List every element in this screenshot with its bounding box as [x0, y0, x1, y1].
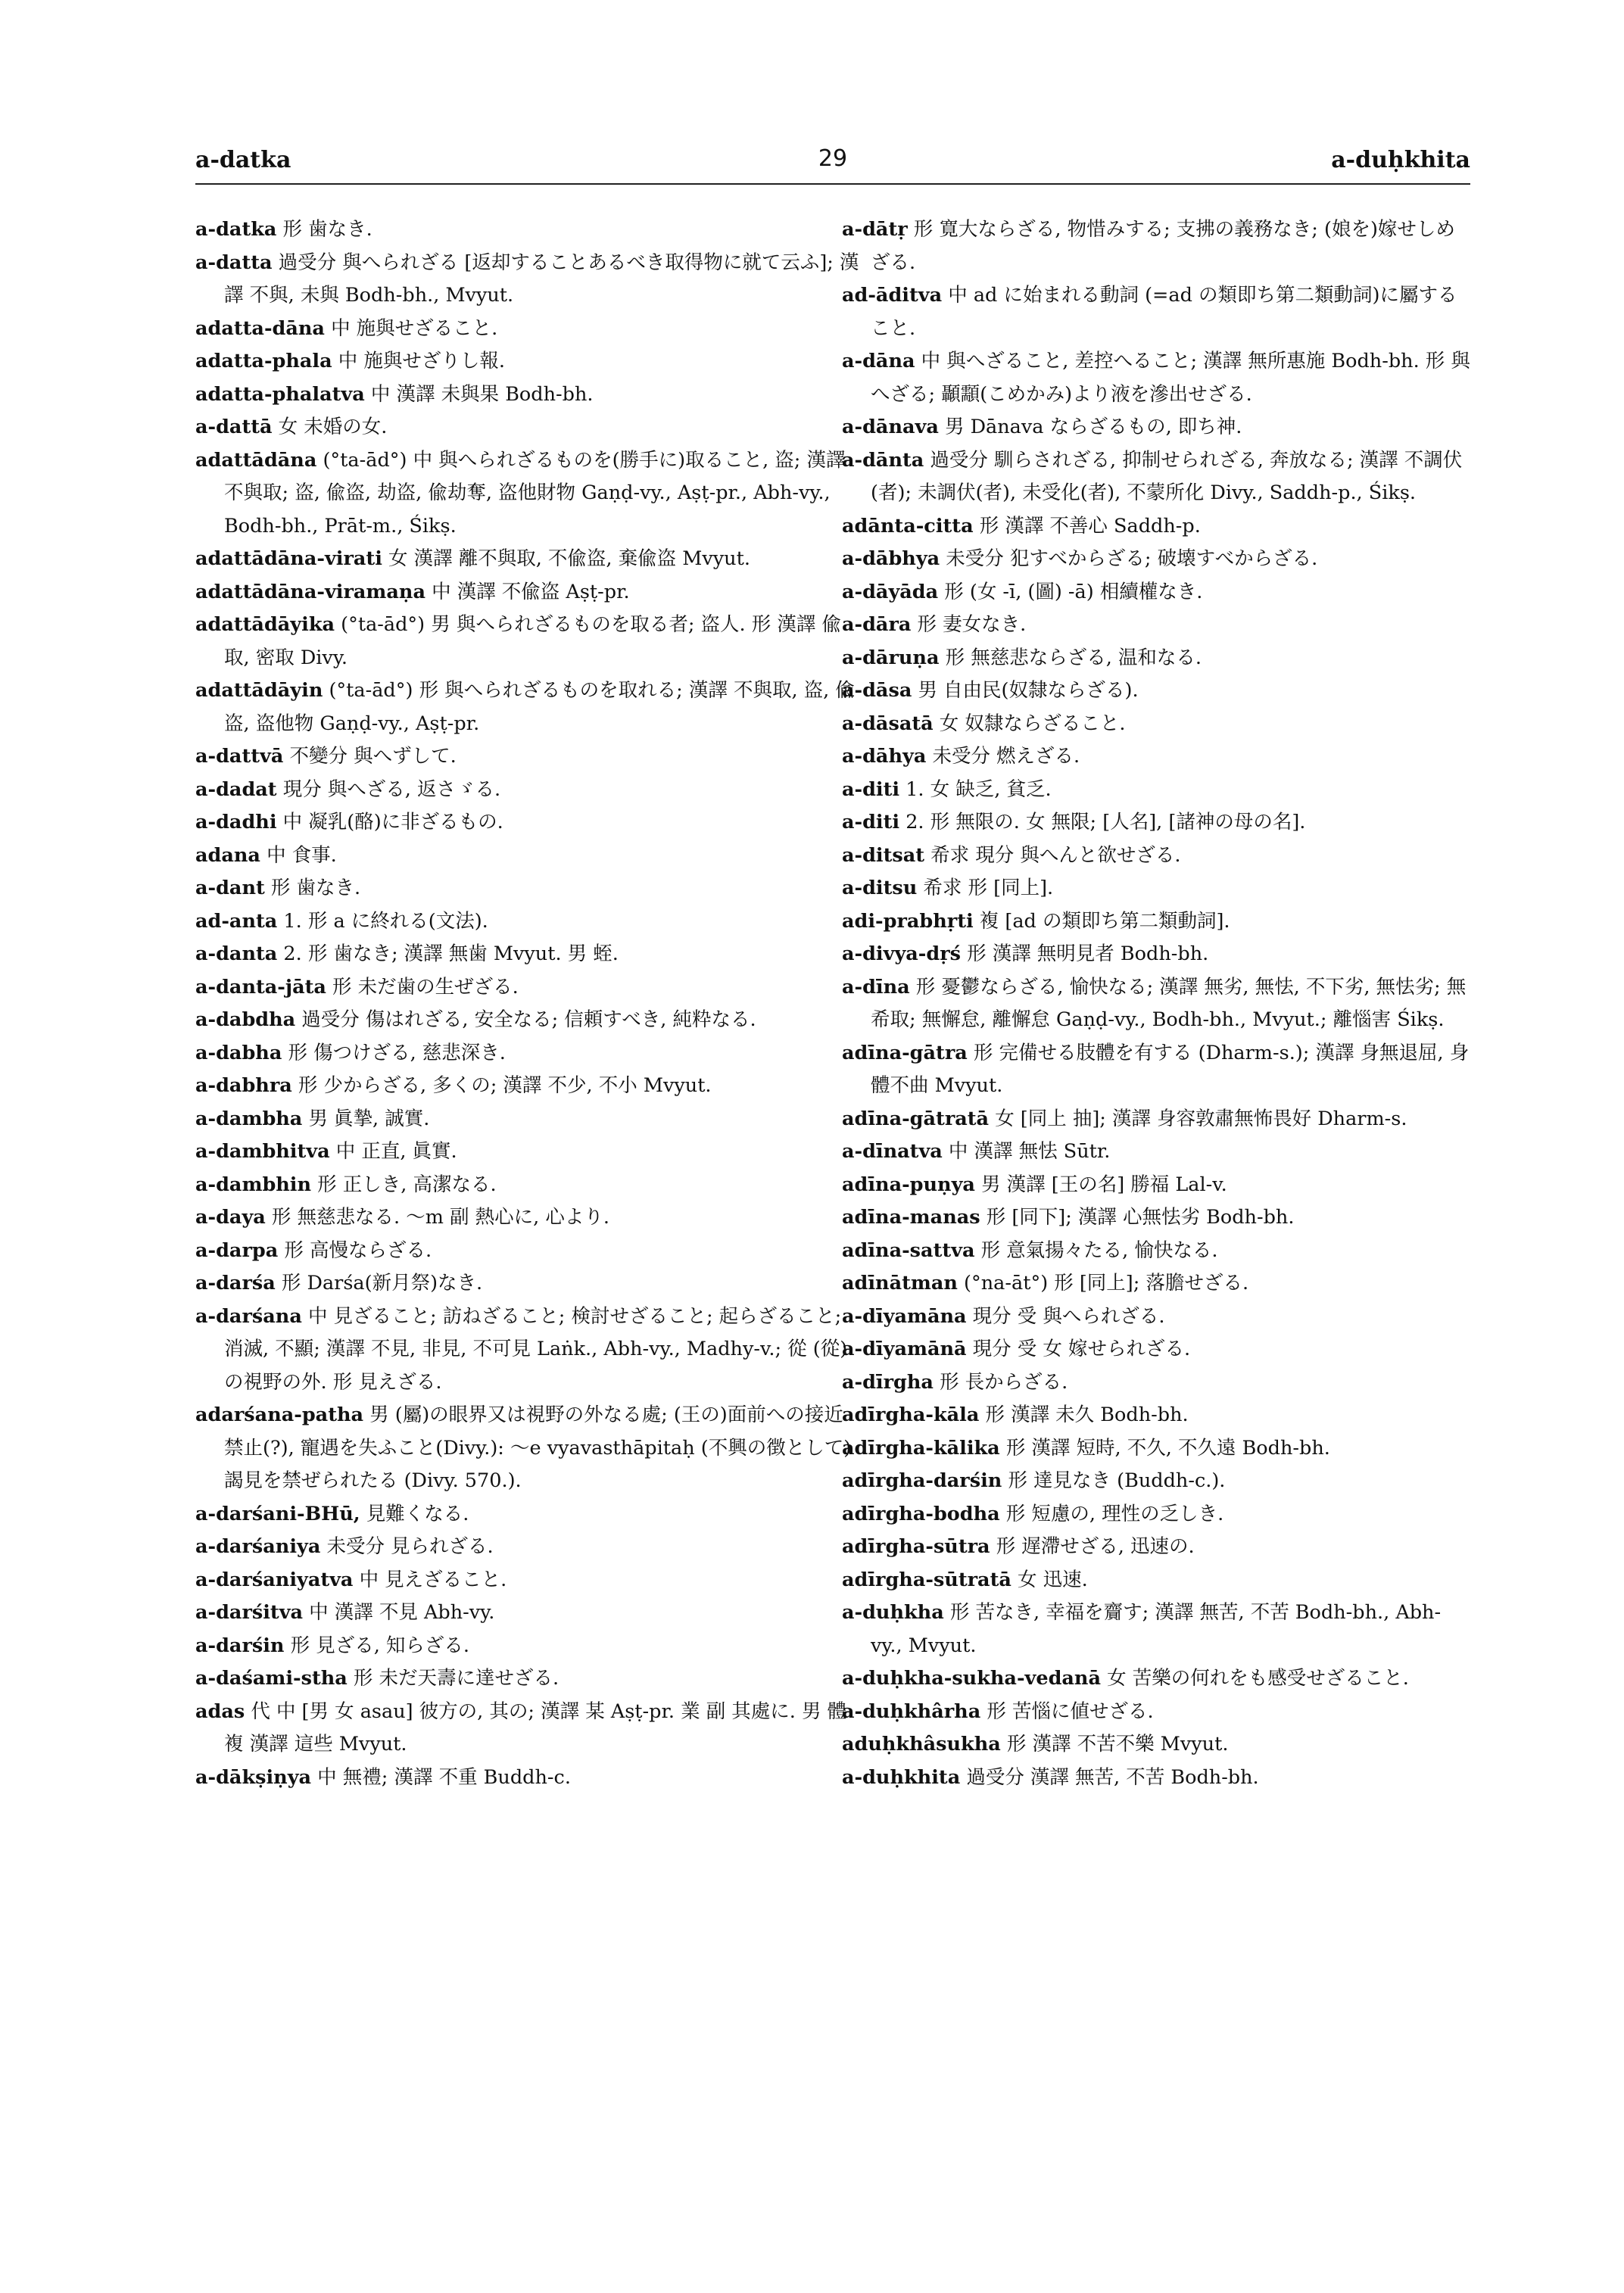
dictionary-entry [195, 872, 862, 905]
definition: 希求 現分 與へんと欲せざる. [930, 843, 1181, 867]
headword: adana [195, 843, 260, 867]
dictionary-entry [195, 444, 862, 544]
headword: a-duḥkha-sukha-vedanā [842, 1667, 1101, 1690]
dictionary-entry [195, 1169, 862, 1202]
left-column [195, 213, 862, 1794]
definition: 現分 受 女 嫁せられざる. [972, 1338, 1191, 1360]
definition: 代 中 [男 女 asau] 彼方の, 其の; 漢譯 某 Aṣṭ-pr. 業 副 其處に. 男 體 複 漢譯 這些 Mvyut. [224, 1699, 847, 1756]
definition: 形 未だ天壽に達せざる. [353, 1667, 560, 1690]
definition: 形 無慈悲なる. ～m 副 熱心に, 心より. [271, 1206, 609, 1229]
definition: 中 漢譯 不見 Abh-vy. [309, 1601, 495, 1624]
definition: 中 施與せざること. [331, 316, 498, 340]
dictionary-entry [195, 1136, 862, 1169]
dictionary-entry [195, 247, 862, 313]
dictionary-entry [842, 840, 1470, 873]
dictionary-entry [842, 740, 1470, 774]
headword: adānta-citta [842, 514, 974, 537]
dictionary-entry [195, 675, 862, 740]
dictionary-entry [195, 1630, 862, 1663]
definition: 中 見えざること. [359, 1568, 507, 1591]
dictionary-entry [195, 1399, 862, 1498]
headword: a-duḥkhita [842, 1765, 961, 1789]
headword: a-dīrgha [842, 1370, 934, 1394]
dictionary-entry [195, 1103, 862, 1136]
definition: 見難くなる. [366, 1502, 469, 1525]
headword: a-dīyamānā [842, 1338, 967, 1360]
dictionary-entry [195, 345, 862, 379]
headword: adarśana-patha [195, 1404, 364, 1426]
definition: 形 未だ歯の生ぜざる. [332, 975, 519, 999]
headword: a-darśaniyatva [195, 1568, 354, 1591]
dictionary-entry [195, 609, 862, 675]
headword: a-dambhin [195, 1173, 312, 1196]
dictionary-entry [842, 642, 1470, 675]
headword: a-ditsu [842, 877, 918, 899]
dictionary-entry [842, 774, 1470, 807]
definition: 形 歯なき. [282, 218, 372, 241]
definition: 1. 女 缺乏, 貧乏. [906, 777, 1052, 801]
headword: a-diti [842, 811, 900, 833]
page-number: 29 [818, 145, 848, 172]
headword: a-dīnatva [842, 1140, 943, 1163]
dictionary-entry [195, 313, 862, 346]
guide-word-right: a-duḥkhita [1331, 147, 1470, 173]
headword: a-dadat [195, 777, 277, 801]
headword: a-duḥkhârha [842, 1699, 981, 1723]
definition: 女 漢譯 離不與取, 不偸盗, 棄偸盗 Mvyut. [388, 547, 750, 570]
headword: adattādāna-viramaṇa [195, 580, 425, 603]
headword: adīrgha-sūtratā [842, 1568, 1011, 1591]
definition: 形 無慈悲ならざる, 温和なる. [945, 646, 1202, 669]
definition: 形 漢譯 不善心 Saddh-p. [979, 514, 1201, 537]
headword: adīna-gātratā [842, 1107, 990, 1130]
definition: 形 長からざる. [940, 1370, 1068, 1394]
definition: 中 無禮; 漢譯 不重 Buddh-c. [317, 1765, 571, 1789]
headword: a-darpa [195, 1238, 279, 1262]
dictionary-entry [195, 213, 862, 247]
dictionary-entry [842, 279, 1470, 345]
headword: adattādāyin [195, 679, 323, 702]
dictionary-entry [842, 806, 1470, 840]
headword: adīrgha-bodha [842, 1502, 1000, 1525]
headword: adīrgha-kāla [842, 1404, 980, 1426]
definition: 中 食事. [267, 843, 337, 867]
definition: 2. 形 無限の. 女 無限; [人名], [諸神の母の名]. [906, 811, 1306, 833]
definition: 形 歯なき. [270, 877, 361, 899]
headword: adīna-manas [842, 1206, 980, 1229]
definition: 形 苦惱に値せざる. [987, 1699, 1154, 1723]
definition: 形 憂鬱ならざる, 愉快なる; 漢譯 無劣, 無怯, 不下劣, 無怯劣; 無希取; 無懈怠, 離懈怠 Gaṇḍ-vy., Bodh-bh., Mvyut.; 離惱害 Śikṣ. [871, 975, 1467, 1031]
definition: 未受分 燃えざる. [932, 745, 1080, 768]
dictionary-entry [842, 1301, 1470, 1334]
definition: 中 漢譯 無怯 Sūtr. [948, 1140, 1111, 1163]
headword: adas [195, 1699, 245, 1723]
dictionary-entry [842, 1399, 1470, 1432]
right-column [842, 213, 1470, 1794]
headword: ad-āditva [842, 284, 943, 307]
dictionary-entry [195, 971, 862, 1005]
definition: (°ta-ād°) 男 與へられざるものを取る者; 盗人. 形 漢譯 偸取, 密取 Divy. [224, 613, 841, 669]
definition: 不變分 與へずして. [289, 745, 457, 768]
dictionary-entry [842, 1333, 1470, 1366]
headword: a-dāhya [842, 745, 927, 768]
headword: a-dattā [195, 416, 273, 438]
definition: 男 眞摯, 誠實. [308, 1107, 430, 1130]
headword: adatta-dāna [195, 316, 325, 340]
dictionary-entry [195, 1597, 862, 1630]
headword: a-dant [195, 877, 265, 899]
dictionary-entry [842, 1432, 1470, 1466]
headword: a-dabhra [195, 1074, 292, 1097]
definition: 中 凝乳(酪)に非ざるもの. [282, 811, 503, 833]
definition: 中 正直, 眞實. [335, 1140, 457, 1163]
definition: 形 [同下]; 漢譯 心無怯劣 Bodh-bh. [986, 1206, 1295, 1229]
dictionary-entry [842, 675, 1470, 708]
headword: aduḥkhâsukha [842, 1733, 1001, 1756]
headword: adīrgha-kālika [842, 1436, 1000, 1460]
dictionary-entry [195, 1662, 862, 1696]
definition: 2. 形 歯なき; 漢譯 無歯 Mvyut. 男 蛭. [283, 942, 619, 965]
dictionary-entry [195, 938, 862, 971]
dictionary-entry [842, 345, 1470, 411]
dictionary-entry [842, 1597, 1470, 1662]
headword: a-daya [195, 1206, 266, 1229]
dictionary-entry [842, 1267, 1470, 1301]
headword: a-diti [842, 777, 900, 801]
dictionary-entry [195, 1037, 862, 1070]
dictionary-entry [842, 1366, 1470, 1400]
definition: 形 苦なき, 幸福を齎す; 漢譯 無苦, 不苦 Bodh-bh., Abh-vy., Mvyut. [871, 1601, 1442, 1657]
headword: adīnātman [842, 1272, 958, 1294]
headword: a-dāra [842, 613, 912, 636]
definition: 中 ad に始まれる動詞 (=ad の類即ち第二類動詞)に屬すること. [871, 284, 1457, 340]
dictionary-entry [842, 1762, 1470, 1795]
dictionary-entry [195, 1004, 862, 1037]
headword: a-dāsa [842, 679, 912, 702]
dictionary-entry [842, 1235, 1470, 1268]
headword: a-datta [195, 251, 273, 274]
headword: a-dāyāda [842, 580, 939, 603]
dictionary-entry [842, 1564, 1470, 1597]
headword: a-darśaniya [195, 1535, 321, 1558]
definition: 現分 與へざる, 返さゞる. [282, 777, 501, 801]
headword: adattādāna-virati [195, 547, 382, 570]
headword: a-duḥkha [842, 1601, 944, 1624]
definition: 女 未婚の女. [278, 416, 388, 438]
definition: 男 漢譯 [王の名] 勝福 Lal-v. [981, 1173, 1227, 1196]
dictionary-entry [195, 774, 862, 807]
headword: ad-anta [195, 909, 278, 933]
headword: a-dīna [842, 975, 910, 999]
definition: 形 遅滯せざる, 迅速の. [996, 1535, 1195, 1558]
headword: a-dābhya [842, 547, 940, 570]
guide-word-left: a-datka [195, 147, 291, 173]
definition: 中 與へざること, 差控へること; 漢譯 無所惠施 Bodh-bh. 形 與へざる; 顳顬(こめかみ)より液を滲出せざる. [871, 350, 1470, 406]
headword: a-dabha [195, 1041, 282, 1064]
definition: 複 [ad の類即ち第二類動詞]. [979, 909, 1230, 933]
dictionary-entry [842, 1696, 1470, 1729]
dictionary-entry [842, 1465, 1470, 1498]
dictionary-entry [195, 1201, 862, 1235]
dictionary-entry [842, 1103, 1470, 1136]
definition: 形 傷つけざる, 慈悲深き. [288, 1041, 506, 1064]
definition: 過受分 與へられざる [返却することあるべき取得物に就て云ふ]; 漢譯 不與, 未與 Bodh-bh., Mvyut. [224, 251, 859, 307]
headword: adattādāna [195, 448, 317, 472]
dictionary-entry [842, 905, 1470, 939]
headword: adīrgha-sūtra [842, 1535, 990, 1558]
definition: 過受分 傷はれざる, 安全なる; 信頼すべき, 純粋なる. [301, 1008, 756, 1031]
definition: 形 少からざる, 多くの; 漢譯 不少, 不小 Mvyut. [298, 1074, 712, 1097]
dictionary-entry [842, 1498, 1470, 1531]
definition: 形 意氣揚々たる, 愉快なる. [980, 1238, 1218, 1262]
headword: adattādāyika [195, 613, 335, 636]
definition: 希求 形 [同上]. [923, 877, 1054, 899]
headword: a-darśana [195, 1304, 302, 1328]
definition: 形 漢譯 未久 Bodh-bh. [985, 1404, 1189, 1426]
headword: adi-prabhṛti [842, 909, 974, 933]
dictionary-entry [842, 576, 1470, 609]
definition: 過受分 馴らされざる, 抑制せられざる, 奔放なる; 漢譯 不調伏(者); 未調伏(者), 未受化(者), 不蒙所化 Divy., Saddh-p., Śikṣ. [871, 448, 1463, 504]
headword: a-dīyamāna [842, 1304, 967, 1328]
dictionary-entry [195, 1267, 862, 1301]
definition: 男 (屬)の眼界又は視野の外なる處; (王の)面前への接近禁止(?), 寵遇を失ふこと(Divy.): ～e vyavasthāpitaḥ (不興の徴として)謁見を禁ぜられたる (Divy. 570.). [224, 1404, 852, 1492]
definition: 女 迅速. [1018, 1568, 1088, 1591]
definition: 形 短慮の, 理性の乏しき. [1005, 1502, 1224, 1525]
dictionary-entry [195, 411, 862, 444]
headword: a-darśa [195, 1272, 276, 1294]
definition: 形 完備せる肢體を有する (Dharm-s.); 漢譯 身無退屈, 身體不曲 Mvyut. [871, 1041, 1470, 1097]
dictionary-entry [842, 609, 1470, 642]
dictionary-entry [842, 213, 1470, 279]
headword: a-datka [195, 218, 277, 241]
headword: a-divya-dṛś [842, 942, 961, 965]
dictionary-entry [842, 1136, 1470, 1169]
dictionary-entry [195, 1235, 862, 1268]
definition: 形 漢譯 無明見者 Bodh-bh. [967, 942, 1209, 965]
definition: 形 (女 -ī, (圖) -ā) 相續權なき. [944, 580, 1203, 603]
headword: adīrgha-darśin [842, 1469, 1002, 1492]
definition: 女 奴隸ならざること. [939, 712, 1126, 735]
definition: 中 漢譯 不偸盗 Aṣṭ-pr. [432, 580, 630, 603]
dictionary-entry [842, 938, 1470, 971]
dictionary-entry [842, 1037, 1470, 1103]
definition: 形 寛大ならざる, 物惜みする; 支拂の義務なき; (娘を)嫁せしめざる. [871, 218, 1455, 274]
headword: a-ditsat [842, 843, 925, 867]
headword: a-dambhitva [195, 1140, 330, 1163]
dictionary-entry [842, 444, 1470, 510]
dictionary-entry [842, 510, 1470, 544]
definition: 1. 形 a に終れる(文法). [283, 909, 488, 933]
dictionary-entry [842, 1531, 1470, 1564]
headword: a-danta-jāta [195, 975, 326, 999]
definition: 中 漢譯 未與果 Bodh-bh. [370, 382, 594, 406]
dictionary-entry [195, 1696, 862, 1762]
dictionary-entry [842, 708, 1470, 741]
dictionary-entry [842, 411, 1470, 444]
dictionary-entry [195, 905, 862, 939]
page-header [195, 145, 1470, 185]
definition: 中 施與せざりし報. [338, 350, 505, 372]
headword: a-daśami-stha [195, 1667, 348, 1690]
definition: 形 正しき, 高潔なる. [317, 1173, 497, 1196]
definition: 未受分 犯すべからざる; 破壊すべからざる. [946, 547, 1318, 570]
headword: a-dānta [842, 448, 924, 472]
headword: adatta-phala [195, 350, 332, 372]
dictionary-entry [195, 1301, 862, 1400]
dictionary-entry [195, 1498, 862, 1531]
definition: 女 苦樂の何れをも感受せざること. [1107, 1667, 1409, 1690]
definition: 形 妻女なき. [917, 613, 1027, 636]
dictionary-entry [842, 872, 1470, 905]
definition: 形 達見なき (Buddh-c.). [1008, 1469, 1226, 1492]
dictionary-entry [195, 840, 862, 873]
dictionary-entry [842, 1728, 1470, 1762]
dictionary-entry [195, 1564, 862, 1597]
definition: (°ta-ād°) 形 與へられざるものを取れる; 漢譯 不與取, 盗, 偸盗, 盗他物 Gaṇḍ-vy., Aṣṭ-pr. [224, 679, 855, 735]
definition: 男 Dānava ならざるもの, 即ち神. [944, 416, 1242, 438]
headword: a-danta [195, 942, 278, 965]
definition: 形 漢譯 短時, 不久, 不久遠 Bodh-bh. [1005, 1436, 1330, 1460]
headword: a-dānava [842, 416, 939, 438]
headword: a-dambha [195, 1107, 303, 1130]
definition: 形 高慢ならざる. [284, 1238, 432, 1262]
definition: 形 漢譯 不苦不樂 Mvyut. [1006, 1733, 1229, 1756]
definition: 現分 受 與へられざる. [972, 1304, 1165, 1328]
headword: a-darśani-BHū, [195, 1502, 360, 1525]
headword: adīna-gātra [842, 1041, 968, 1064]
dictionary-entry [195, 576, 862, 609]
dictionary-entry [842, 1201, 1470, 1235]
definition: 形 Darśa(新月祭)なき. [281, 1272, 483, 1294]
dictionary-entry [195, 1531, 862, 1564]
headword: a-dāsatā [842, 712, 934, 735]
headword: adīna-puṇya [842, 1173, 975, 1196]
headword: a-darśitva [195, 1601, 304, 1624]
headword: a-dāruṇa [842, 646, 940, 669]
headword: a-dākṣiṇya [195, 1765, 312, 1789]
definition: (°na-āt°) 形 [同上]; 落膽せざる. [964, 1272, 1249, 1294]
dictionary-entry [195, 379, 862, 412]
definition: 過受分 漢譯 無苦, 不苦 Bodh-bh. [966, 1765, 1259, 1789]
headword: a-dāna [842, 350, 915, 372]
dictionary-entry [842, 543, 1470, 576]
headword: adīna-sattva [842, 1238, 975, 1262]
dictionary-entry [842, 1662, 1470, 1696]
definition: 未受分 見られざる. [326, 1535, 494, 1558]
headword: a-darśin [195, 1634, 285, 1657]
headword: a-dabdha [195, 1008, 296, 1031]
definition: 男 自由民(奴隸ならざる). [918, 679, 1139, 702]
dictionary-entry [842, 1169, 1470, 1202]
headword: a-dātṛ [842, 218, 908, 241]
dictionary-entry [195, 806, 862, 840]
definition: (°ta-ād°) 中 與へられざるものを(勝手に)取ること, 盗; 漢譯 不與取; 盗, 偸盗, 劫盗, 偸劫奪, 盗他財物 Gaṇḍ-vy., Aṣṭ-pr., Abh-vy., Bodh-bh., Prāt-m., Śikṣ. [224, 448, 846, 537]
dictionary-entry [195, 1070, 862, 1103]
definition: 女 [同上 抽]; 漢譯 身容敦肅無怖畏好 Dharm-s. [995, 1107, 1407, 1130]
dictionary-entry [195, 740, 862, 774]
dictionary-entry [842, 971, 1470, 1037]
dictionary-entry [195, 1762, 862, 1795]
headword: a-dadhi [195, 811, 277, 833]
headword: a-dattvā [195, 745, 284, 768]
headword: adatta-phalatva [195, 382, 365, 406]
dictionary-entry [195, 543, 862, 576]
definition: 形 見ざる, 知らざる. [290, 1634, 470, 1657]
definition: 中 見ざること; 訪ねざること; 検討せざること; 起らざること; 消滅, 不顯; 漢譯 不見, 非見, 不可見 Laṅk., Abh-vy., Madhy-v.; 從 (從)の視野の外. 形 見えざる. [224, 1304, 848, 1394]
